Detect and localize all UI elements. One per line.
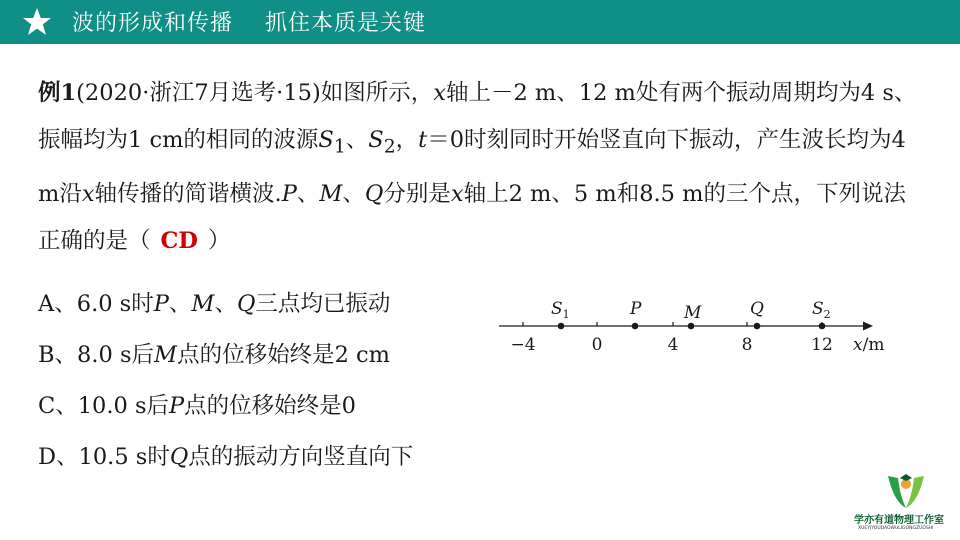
tick-label-neg4: −4: [510, 335, 536, 355]
question-text: 例1(2020·浙江7月选考·15)如图所示，x轴上－2 m、12 m处有两个振动周期均为4 s、振幅均为1 cm的相同的波源$S_1$、$S_2$，t＝0时刻同时开始竖直向下振动，产生波长均为4 m沿x轴传播的简谐横波.P、M、Q分别是x轴上2 m、5 m和8.5 m的三个点，下列说法正确的是（ CD ）: [38, 80, 917, 254]
studio-pinyin: XUEYIYOUDAOWULIGONGZUOSHI: [858, 526, 934, 531]
tick-label-0: 0: [591, 335, 603, 355]
label-s1: $S_1$: [551, 299, 570, 321]
option-a: A、6.0 s时P、M、Q三点均已振动: [38, 291, 391, 317]
point-q: [754, 323, 761, 330]
label-q: Q: [750, 299, 764, 319]
point-p: [632, 323, 639, 330]
example-label: 例1: [38, 80, 77, 106]
axis-arrow-icon: [863, 322, 873, 331]
tick-label-12: 12: [811, 335, 833, 355]
option-c: C、10.0 s后P点的位移始终是0: [38, 393, 356, 419]
point-s2: [819, 323, 826, 330]
axis-title: x/m: [853, 335, 885, 355]
label-m: M: [684, 303, 702, 323]
tick-label-8: 8: [741, 335, 753, 355]
header-title: 波的形成和传播 抓住本质是关键: [72, 11, 426, 36]
header-bar: [0, 0, 960, 44]
studio-name: 学亦有道物理工作室: [854, 515, 944, 526]
point-s1: [558, 323, 565, 330]
tick-label-4: 4: [667, 335, 679, 355]
x-axis-diagram: [495, 292, 915, 362]
point-m: [688, 323, 695, 330]
label-p: P: [630, 299, 642, 319]
answer-text: CD: [160, 227, 198, 254]
studio-logo: [850, 468, 960, 540]
options-list: [38, 282, 413, 486]
label-s2: $S_2$: [812, 299, 831, 321]
option-d: D、10.5 s时Q点的振动方向竖直向下: [38, 444, 414, 470]
studio-logo-icon: [850, 468, 960, 512]
option-b: B、8.0 s后M点的位移始终是2 cm: [38, 342, 390, 368]
question-source: (2020·浙江7月选考·15): [76, 80, 321, 106]
star-icon: [22, 7, 52, 37]
